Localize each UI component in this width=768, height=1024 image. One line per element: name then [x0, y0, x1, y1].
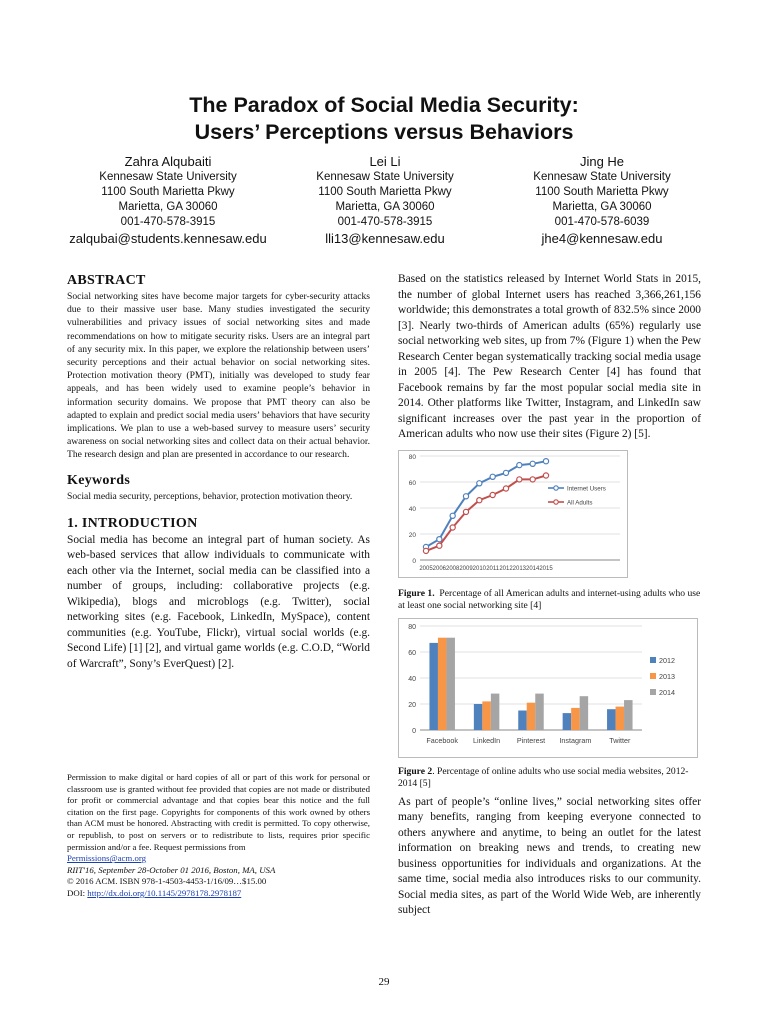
- title-line-1: The Paradox of Social Media Security:: [189, 93, 579, 117]
- y-tick-label: 0: [412, 727, 416, 735]
- legend-marker-1: [554, 499, 558, 503]
- author-1: [60, 153, 276, 248]
- venue-text: RIIT'16, September 28-October 01 2016, Boston, MA, USA: [67, 864, 276, 875]
- bar-2013: [527, 702, 536, 729]
- data-point: [530, 461, 535, 466]
- x-tick-label: 2009: [459, 565, 473, 572]
- bar-2012: [429, 642, 438, 729]
- data-point: [503, 470, 508, 475]
- author-email[interactable]: lli13@kennesaw.edu: [325, 231, 445, 246]
- data-point: [503, 485, 508, 490]
- abstract-heading: ABSTRACT: [67, 273, 146, 288]
- author-2: [277, 153, 493, 248]
- y-tick-label: 60: [408, 479, 416, 487]
- author-block: [60, 153, 710, 248]
- author-3: [494, 153, 710, 248]
- right-column: [398, 272, 701, 919]
- author-address: 1100 South Marietta Pkwy: [101, 186, 235, 198]
- x-tick-label: Pinterest: [516, 735, 546, 745]
- author-email[interactable]: jhe4@kennesaw.edu: [541, 231, 663, 246]
- legend-swatch-2: [650, 689, 656, 695]
- y-tick-label: 40: [408, 675, 416, 683]
- author-affiliation: Kennesaw State University: [316, 171, 454, 183]
- author-affiliation: Kennesaw State University: [99, 171, 237, 183]
- author-city: Marietta, GA 30060: [118, 201, 218, 213]
- y-tick-label: 0: [412, 557, 416, 565]
- keywords-heading: Keywords: [67, 472, 131, 488]
- figure-1-caption: [398, 588, 701, 613]
- data-point: [517, 476, 522, 481]
- legend-label-2: 2014: [659, 687, 675, 697]
- legend-label-0: Internet Users: [567, 485, 606, 492]
- author-city: Marietta, GA 30060: [552, 201, 652, 213]
- bar-2014: [491, 693, 500, 729]
- data-point: [543, 472, 548, 477]
- legend-swatch-0: [650, 657, 656, 663]
- data-point: [463, 493, 468, 498]
- x-tick-label: 2015: [539, 565, 553, 572]
- author-name: Lei Li: [369, 154, 401, 169]
- data-point: [477, 480, 482, 485]
- title-line-2: Users’ Perceptions versus Behaviors: [194, 120, 574, 144]
- intro-heading: 1. INTRODUCTION: [67, 515, 198, 531]
- copyright-text: © 2016 ACM. ISBN 978-1-4503-4453-1/16/09…$15.00: [67, 876, 267, 887]
- data-point: [437, 543, 442, 548]
- legend-marker-0: [554, 485, 558, 489]
- legend-label-0: 2012: [659, 655, 675, 665]
- x-tick-label: Instagram: [559, 735, 592, 745]
- x-tick-label: 2006: [432, 565, 447, 572]
- author-address: 1100 South Marietta Pkwy: [535, 186, 669, 198]
- stats-paragraph: Based on the statistics released by Internet World Stats in 2015, the number of global Internet users has reached 3,366,261,156 worldwide; this demonstrates a total growth of 832.5% since 2000 [3]. Nearly two-thirds of American adults (65%) regularly use social networking web sites, up from 7% (Figure 1) when the Pew Research Center began systematically tracking social media usage in 2005 [4]. The Pew Research Center [4] has found that Facebook remains by far the most popular social media site in 2014. Other platforms like Twitter, Instagram, and LinkedIn saw significant increases over the past year in the proportion of American adults who now use their sites (Figure 2) [5].: [398, 273, 701, 440]
- data-point: [450, 524, 455, 529]
- figure-2-caption: [398, 766, 701, 791]
- author-phone: 001-470-578-3915: [337, 216, 433, 228]
- x-tick-label: 2014: [525, 565, 540, 572]
- x-tick-label: Twitter: [609, 735, 631, 745]
- data-point: [463, 509, 468, 514]
- author-city: Marietta, GA 30060: [335, 201, 435, 213]
- x-tick-label: 2011: [486, 565, 500, 572]
- permission-block: [67, 772, 370, 900]
- data-point: [423, 548, 428, 553]
- data-point: [530, 476, 535, 481]
- author-affiliation: Kennesaw State University: [533, 171, 671, 183]
- doi-label: DOI:: [67, 887, 86, 898]
- figure-2-bar-chart: [398, 618, 698, 758]
- author-name: Zahra Alqubaiti: [124, 154, 212, 169]
- bar-2014: [446, 637, 455, 729]
- legend-label-1: 2013: [659, 671, 675, 681]
- x-tick-label: 2012: [499, 565, 513, 572]
- bar-2013: [571, 707, 580, 729]
- bar-2012: [474, 704, 483, 730]
- y-tick-label: 80: [408, 453, 416, 461]
- page-number: 29: [378, 976, 390, 988]
- data-point: [517, 462, 522, 467]
- x-tick-label: 2010: [472, 565, 487, 572]
- bar-2013: [616, 706, 625, 729]
- keywords-text: Social media security, perceptions, behavior, protection motivation theory.: [67, 490, 353, 502]
- data-point: [490, 474, 495, 479]
- figure-1-caption-text: Percentage of all American adults and internet-using adults who use at least one social networking site [4]: [398, 587, 701, 611]
- left-column: [67, 272, 370, 672]
- permission-email-link[interactable]: Permissions@acm.org: [67, 853, 147, 864]
- data-point: [450, 513, 455, 518]
- bar-2013: [482, 701, 491, 730]
- bar-2013: [438, 637, 447, 729]
- figure-1-label: Figure 1.: [398, 587, 435, 599]
- y-tick-label: 20: [408, 701, 416, 709]
- benefits-paragraph: As part of people’s “online lives,” social networking sites offer many benefits, ranging from keeping everyone connected to others anywhere and anytime, to being an outlet for the latest information on breaking news and trends, to creating new business opportunities for individuals and organizations. At the same time, social media also introduces risks to our community. Social media sites, as part of the World Wide Web, are inherently subject: [398, 795, 701, 916]
- x-tick-label: 2013: [512, 565, 527, 572]
- x-tick-label: 2008: [445, 565, 460, 572]
- author-address: 1100 South Marietta Pkwy: [318, 186, 452, 198]
- bar-2012: [563, 713, 572, 730]
- paper-title: [0, 92, 768, 146]
- bar-2012: [518, 710, 527, 730]
- data-point: [490, 492, 495, 497]
- bar-2014: [624, 700, 633, 730]
- intro-text: Social media has become an integral part of human society. As web-based services that allow individuals to communicate with each other via the Internet, social media can be classified into a number of groups, including: collaborative projects (e.g. Wikipedia), blogs and microblogs (e.g. Twitter), social networking sites (e.g. Facebook, LinkedIn, MySpace), content communities (e.g. YouTube, Flickr), virtual social worlds (e.g. Second Life) [1] [2], and virtual game worlds (e.g. C.O.D, “World of Warcraft”, Sony’s EverQuest) [2].: [67, 533, 370, 670]
- x-tick-label: Facebook: [426, 735, 458, 745]
- legend-label-1: All Adults: [567, 499, 593, 506]
- author-email[interactable]: zalqubai@students.kennesaw.edu: [69, 231, 267, 246]
- doi-link[interactable]: http://dx.doi.org/10.1145/2978178.2978187: [87, 887, 242, 898]
- abstract-text: Social networking sites have become major targets for cyber-security attacks due to their massive user base. Many studies investigated the security vulnerabilities and privacy issues of social networking sites and made recommendations on how to mitigate security risks. Users are an integral part of any security mix. In this paper, we explore the relationship between users’ security perceptions and their actual behavior on social networking sites. Protection motivation theory (PMT), initially was developed to study fear appeals, and has been widely used to examine people’s behavior in information security domains. We propose that PMT theory can also be adapted to explain and predict social media users’ behaviors that have security implications. We plan to use a web-based survey to measure users’ security awareness on social networking sites and collect data on their actual behavior. The research design and plan are presented in accordance to our research.: [67, 291, 370, 461]
- y-tick-label: 80: [408, 623, 416, 631]
- data-point: [543, 458, 548, 463]
- bar-2014: [535, 693, 544, 729]
- x-tick-label: LinkedIn: [473, 735, 501, 745]
- author-phone: 001-470-578-3915: [120, 216, 216, 228]
- x-tick-label: 2005: [419, 565, 433, 572]
- data-point: [437, 536, 442, 541]
- data-point: [477, 497, 482, 502]
- bar-2012: [607, 709, 616, 730]
- figure-2-label: Figure 2: [398, 765, 433, 777]
- permission-text: Permission to make digital or hard copies of all or part of this work for personal or classroom use is granted without fee provided that copies are not made or distributed for profit or commercial advantage and that copies bear this notice and the full citation on the first page. Copyrights for components of this work owned by others than ACM must be honored. Abstracting with credit is permitted. To copy otherwise, or republish, to post on servers or to redistribute to lists, requires prior specific permission and/or a fee. Request permissions from: [67, 772, 370, 852]
- y-tick-label: 20: [408, 531, 416, 539]
- author-phone: 001-470-578-6039: [554, 216, 650, 228]
- y-tick-label: 60: [408, 649, 416, 657]
- figure-1-line-chart: [398, 450, 628, 578]
- y-tick-label: 40: [408, 505, 416, 513]
- author-name: Jing He: [579, 154, 625, 169]
- figure-2-caption-text: . Percentage of online adults who use social media websites, 2012-2014 [5]: [398, 765, 689, 789]
- legend-swatch-1: [650, 673, 656, 679]
- bar-2014: [580, 696, 589, 730]
